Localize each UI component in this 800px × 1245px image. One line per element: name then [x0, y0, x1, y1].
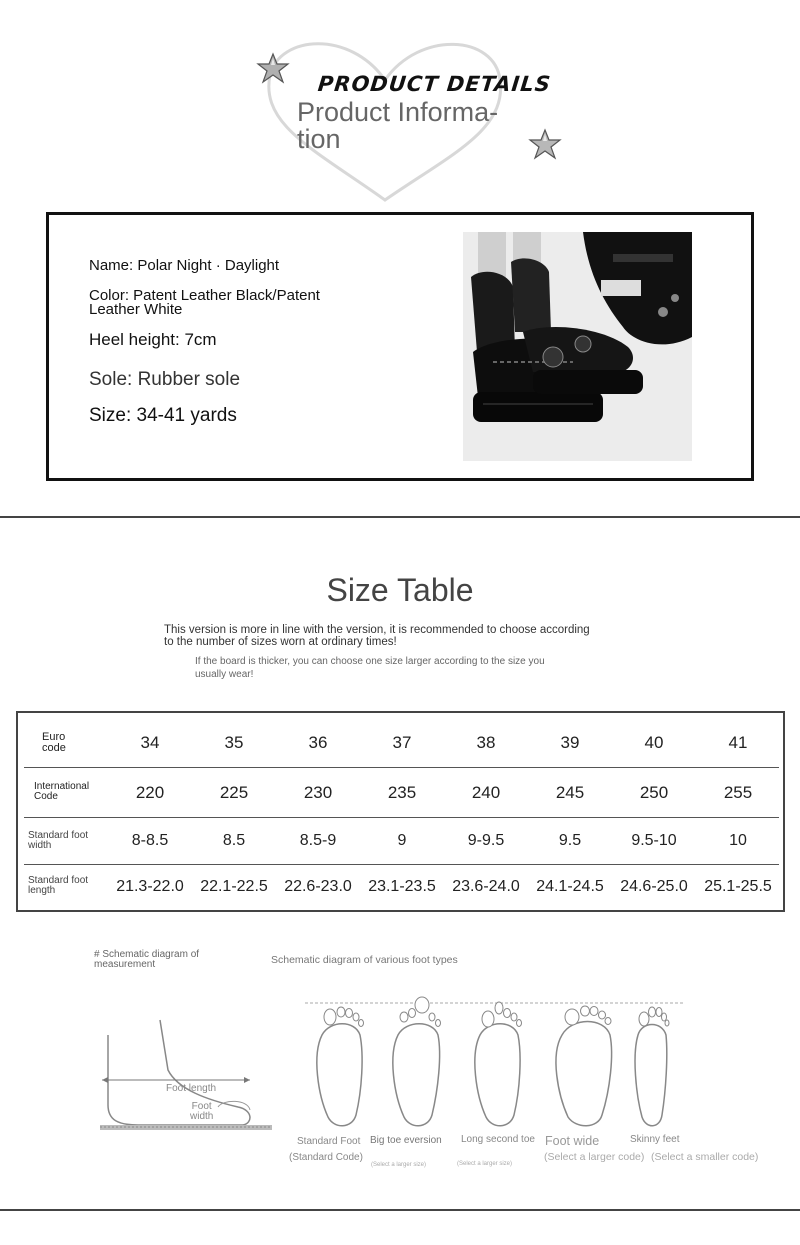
table-cell: 34	[140, 733, 160, 752]
table-cell: 9.5-10	[631, 832, 677, 849]
product-information-line1: Product Informa-	[297, 97, 499, 127]
big-toe-eversion-foot-icon	[393, 997, 441, 1126]
row-label-standard-foot-length	[28, 876, 108, 896]
product-color	[89, 289, 320, 317]
standard-code-label: (Standard Code)	[289, 1152, 363, 1163]
star-icon	[256, 52, 290, 86]
table-cell: 37	[392, 733, 412, 752]
table-cell: 10	[729, 832, 747, 849]
table-cell: 25.1-25.5	[704, 878, 772, 895]
row-label-line2: Code	[34, 791, 58, 802]
table-cell: 250	[639, 783, 669, 802]
table-cell: 8.5-9	[299, 832, 337, 849]
product-name: Name: Polar Night · Daylight	[89, 257, 280, 274]
table-cell: 8.5	[222, 832, 246, 849]
long-second-toe-foot-icon	[475, 1002, 522, 1126]
table-cell: 9	[397, 832, 407, 849]
table-cell: 24.1-24.5	[536, 878, 604, 895]
long-second-toe-note: (Select a larger size)	[457, 1161, 513, 1167]
section-divider	[0, 516, 800, 518]
foot-width-label	[190, 1102, 213, 1122]
tip-line2: usually wear!	[195, 669, 254, 680]
table-cell: 230	[303, 783, 333, 802]
table-cell: 8-8.5	[131, 832, 169, 849]
wide-foot-icon	[556, 1006, 612, 1126]
foot-wide-code-label: (Select a larger code)	[544, 1151, 645, 1163]
foot-width-line2: width	[190, 1111, 214, 1122]
row-label-international-code	[34, 782, 114, 802]
foot-length-label: Foot length	[166, 1083, 217, 1094]
size-table	[16, 711, 785, 912]
star-icon	[528, 128, 562, 162]
measurement-title-line2: measurement	[94, 959, 156, 970]
measurement-diagram-title	[94, 950, 199, 970]
table-cell: 240	[471, 783, 501, 802]
thick-board-tip	[195, 655, 615, 681]
product-heel-height: Heel height: 7cm	[89, 330, 217, 349]
skinny-feet-label: Skinny feet	[630, 1134, 680, 1145]
table-cell: 235	[387, 783, 417, 802]
product-info-box	[46, 212, 754, 481]
product-photo	[463, 232, 692, 461]
size-table-title: Size Table	[326, 572, 474, 608]
table-cell: 39	[560, 733, 580, 752]
product-size: Size: 34-41 yards	[89, 405, 237, 426]
size-note-line2: to the number of sizes worn at ordinary times!	[164, 636, 397, 648]
measurement-title-line1: # Schematic diagram of	[94, 949, 200, 960]
big-toe-eversion-label: Big toe eversion	[370, 1135, 442, 1146]
row-label-line1: Standard foot	[28, 875, 89, 886]
size-note-line1: This version is more in line with the version, it is recommended to choose according	[164, 624, 590, 636]
row-label-line1: Standard foot	[28, 830, 89, 841]
big-toe-eversion-note: (Select a larger size)	[371, 1162, 427, 1168]
table-row	[24, 817, 779, 865]
product-information-line2: tion	[297, 124, 341, 154]
table-cell: 220	[135, 783, 165, 802]
table-cell: 41	[728, 733, 748, 752]
product-information-heading	[297, 99, 517, 153]
table-cell: 22.1-22.5	[200, 878, 268, 895]
table-cell: 21.3-22.0	[116, 878, 184, 895]
row-label-line1: International	[34, 781, 90, 792]
table-cell: 38	[476, 733, 496, 752]
row-label-standard-foot-width	[28, 831, 108, 851]
row-label-line1: Euro	[42, 731, 66, 743]
standard-foot-icon	[317, 1007, 364, 1126]
table-cell: 22.6-23.0	[284, 878, 352, 895]
skinny-feet-code-label: (Select a smaller code)	[651, 1151, 759, 1163]
foot-types-diagram	[300, 995, 690, 1135]
table-cell: 23.6-24.0	[452, 878, 520, 895]
standard-foot-label: Standard Foot	[297, 1136, 361, 1147]
tip-line1: If the board is thicker, you can choose one size larger according to the size you	[195, 656, 545, 667]
foot-types-title: Schematic diagram of various foot types	[271, 954, 458, 966]
row-label-line2: width	[28, 840, 52, 851]
table-cell: 36	[308, 733, 328, 752]
table-row	[24, 767, 779, 818]
table-cell: 35	[224, 733, 244, 752]
table-cell: 9.5	[558, 832, 582, 849]
long-second-toe-label: Long second toe	[461, 1134, 535, 1145]
product-sole: Sole: Rubber sole	[89, 369, 241, 390]
foot-side-view-diagram	[98, 1015, 276, 1135]
row-label-line2: code	[42, 742, 66, 754]
foot-wide-label: Foot wide	[545, 1134, 600, 1148]
skinny-foot-icon	[635, 1007, 669, 1126]
table-row	[24, 864, 779, 908]
shoe-photo-illustration	[463, 232, 692, 461]
table-cell: 255	[723, 783, 753, 802]
size-recommendation-note	[164, 624, 634, 648]
product-details-heading: PRODUCT DETAILS	[316, 72, 553, 96]
table-cell: 245	[555, 783, 585, 802]
table-cell: 9-9.5	[467, 832, 505, 849]
table-cell: 24.6-25.0	[620, 878, 688, 895]
product-color-line1: Color: Patent Leather Black/Patent	[89, 287, 320, 304]
bottom-divider	[0, 1209, 800, 1211]
row-label-line2: length	[28, 885, 56, 896]
product-color-line2: Leather White	[89, 301, 183, 318]
foot-width-line1: Foot	[191, 1101, 212, 1112]
table-cell: 40	[644, 733, 664, 752]
table-row	[24, 713, 779, 768]
table-cell: 225	[219, 783, 249, 802]
table-cell: 23.1-23.5	[368, 878, 436, 895]
